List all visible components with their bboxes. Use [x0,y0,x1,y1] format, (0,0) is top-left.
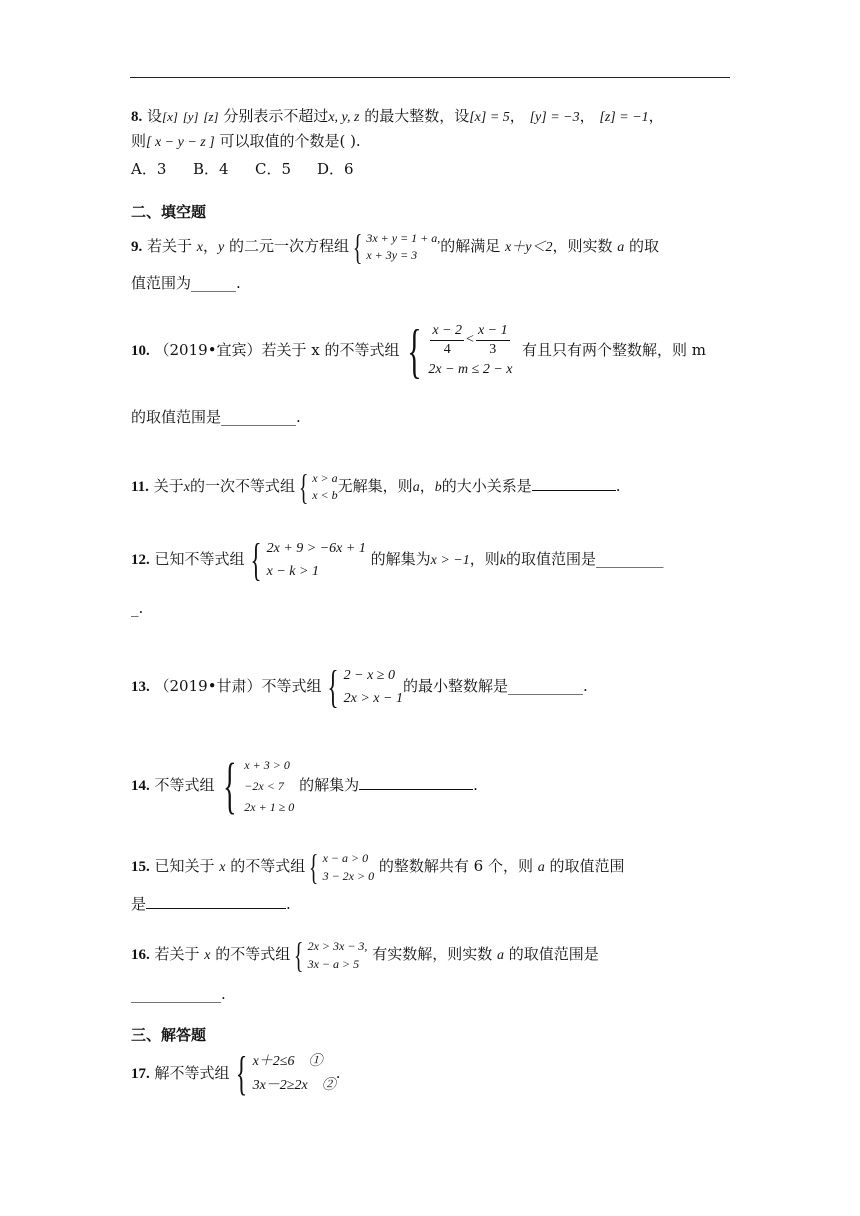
q12-text: 的解集为 [370,550,431,568]
brace-icon: { [222,752,237,820]
q13-system [322,661,403,712]
q15-system [305,849,374,885]
var-x: x [204,948,211,963]
q11-text: . [615,477,621,495]
var-a: a [537,860,545,875]
var-y: y [218,240,225,255]
q14-text: 的解集为 [294,776,360,794]
q9-text: 的解满足 [440,237,506,255]
q14-system [215,752,295,820]
q9-line1 [131,226,659,268]
floor-z: [z] [203,109,219,124]
var-x: x [219,860,226,875]
var-k: k [499,553,506,568]
frac-denominator: 3 [489,341,497,357]
q16-text: 若关于 [149,945,205,963]
answer-blank [146,894,286,909]
option-c: C．5 [255,160,292,178]
q8-text: 的最大整数，设 [359,107,470,125]
q15-text: . [286,895,291,913]
q15-ineq1: x − a > 0 [322,851,369,865]
q10-frac2 [476,322,510,359]
q12-ineq1: 2x + 9 > −6x + 1 [266,541,366,556]
q14-line [131,752,478,819]
q9-text: 的取 [624,237,660,255]
q17-text: 解不等式组 [149,1064,230,1082]
section-fill-in: 二、填空题 [131,203,207,221]
q11-number: 11. [131,479,149,495]
q17-ineq2: 3x－2≥2x ② [252,1078,336,1093]
q11-line [131,466,621,508]
q8-sep: ， [509,107,525,125]
floor-x: [x] [162,109,178,124]
q15-text: 的整数解共有 6 个，则 [378,857,538,875]
q11-system [295,469,338,505]
q16-ineq2: 3x − a > 5 [307,957,360,971]
brace-icon: { [298,467,309,507]
q17-ineq1: x＋2≤6 ① [252,1054,323,1069]
q15-text: 的不等式组 [225,857,306,875]
q8-text: 设 [142,107,163,125]
frac-numerator: x − 1 [476,322,510,341]
q14-ineq2: −2x < 7 [244,778,284,793]
frac-numerator: x − 2 [430,322,464,341]
brace-icon: { [327,661,339,712]
option-d: D．6 [317,160,354,178]
q8-number: 8. [131,109,143,125]
q13-text: （2019•甘肃）不等式组 [149,677,322,695]
q11-ineq2: x < b [312,488,338,502]
q8-text: 可以取值的个数是( ). [214,132,361,150]
q12-line2: _. [131,599,144,617]
var-a: a [497,948,504,963]
q8-cond-x: [x] = 5 [469,110,510,125]
brace-icon: { [235,1047,247,1100]
q10-frac1 [430,322,464,359]
q15-line1 [131,846,731,888]
brace-icon: { [250,534,262,585]
q8-text: 则 [131,132,147,150]
brace-icon: { [352,227,363,267]
q8-sep: ， [648,107,664,125]
q15-ineq2: 3 − 2x > 0 [322,869,375,883]
less-than: < [466,332,474,347]
var-b: b [434,480,442,495]
q8-sep: ， [579,107,595,125]
q11-text: 的一次不等式组 [189,477,295,495]
q12-line1 [131,534,664,586]
q11-ineq1: x > a [312,471,338,485]
q14-text: . [473,776,478,794]
q13-number: 13. [131,679,150,695]
q12-solution: x > −1 [430,553,470,568]
brace-icon: { [294,935,304,975]
q10-line1 [131,318,706,383]
q16-text: 有实数解，则实数 [372,945,497,963]
q13-line [131,661,588,712]
q8-line1 [131,106,664,128]
brace-icon: { [406,318,422,384]
q14-text: 不等式组 [149,776,215,794]
q14-ineq3: 2x + 1 ≥ 0 [244,799,295,814]
q14-number: 14. [131,778,150,794]
q9-line2: 值范围为______. [131,274,241,292]
brace-icon: { [309,847,319,887]
q17-text: . [335,1064,341,1082]
q11-text: 关于 [148,477,184,495]
var-a: a [617,240,625,255]
q12-text: ，则 [469,550,500,568]
var-a: a [412,480,420,495]
q10-line2: 的取值范围是__________. [131,408,301,426]
option-a: A．3 [131,160,167,178]
q12-text: 已知不等式组 [149,550,245,568]
q8-cond-z: [z] = −1 [599,110,649,125]
option-b: B．4 [193,160,229,178]
var-x: x [196,240,204,255]
q16-ineq1: 2x > 3x − 3, [307,939,368,953]
q16-line2: ____________. [131,985,226,1003]
q11-text: ， [419,477,435,495]
q10-text: （2019•宜宾）若关于 x 的不等式组 [149,341,400,359]
var-x: x [183,480,190,495]
floor-y: [y] [182,109,199,124]
answer-blank [532,476,616,491]
q13-ineq1: 2 − x ≥ 0 [343,668,395,683]
q10-text: 有且只有两个整数解，则 m [522,341,707,359]
header-rule [130,77,730,78]
q9-text: ，则实数 [552,237,618,255]
q15-text: 已知关于 [149,857,220,875]
q8-text: 分别表示不超过 [218,107,329,125]
q10-ineq2: 2x − m ≤ 2 − x [428,361,513,377]
q16-line1 [131,934,599,976]
q15-text: 是 [131,895,147,913]
q8-options [131,159,379,179]
q15-number: 15. [131,859,150,875]
q9-number: 9. [131,239,143,255]
q9-system [349,229,440,265]
q17-line [131,1046,340,1101]
frac-denominator: 4 [443,341,451,357]
q9-condition: x＋y＜2 [505,240,553,255]
q11-text: 的大小关系是 [441,477,532,495]
q15-text: 的取值范围 [544,857,625,875]
answer-blank [359,775,473,790]
q12-ineq2: x − k > 1 [266,564,319,579]
q10-system [400,318,513,384]
q16-system [290,937,367,973]
q12-text: 的取值范围是_________ [505,550,664,568]
q17-number: 17. [131,1066,150,1082]
q12-number: 12. [131,552,150,568]
q11-text: 无解集，则 [337,477,413,495]
q16-text: 的取值范围是 [504,945,599,963]
q13-text: 的最小整数解是__________. [402,677,588,695]
q8-line2 [131,131,361,153]
q8-cond-y: [y] = −3 [529,110,580,125]
section-solve: 三、解答题 [131,1026,207,1044]
q17-system [230,1047,336,1100]
q15-line2 [131,894,291,914]
q14-ineq1: x + 3 > 0 [244,757,290,772]
q9-eq1: 3x + y = 1 + a, [366,231,441,245]
q16-number: 16. [131,947,150,963]
q13-ineq2: 2x > x − 1 [343,691,403,706]
q10-number: 10. [131,343,150,359]
q9-eq2: x + 3y = 3 [366,248,418,262]
q8-vars: x, y, z [328,110,360,125]
q9-text: ， [203,237,219,255]
q8-expression: [ x − y − z ] [146,135,215,150]
q9-text: 若关于 [142,237,197,255]
q16-text: 的不等式组 [210,945,291,963]
q9-text: 的二元一次方程组 [224,237,350,255]
q12-system [245,534,366,585]
